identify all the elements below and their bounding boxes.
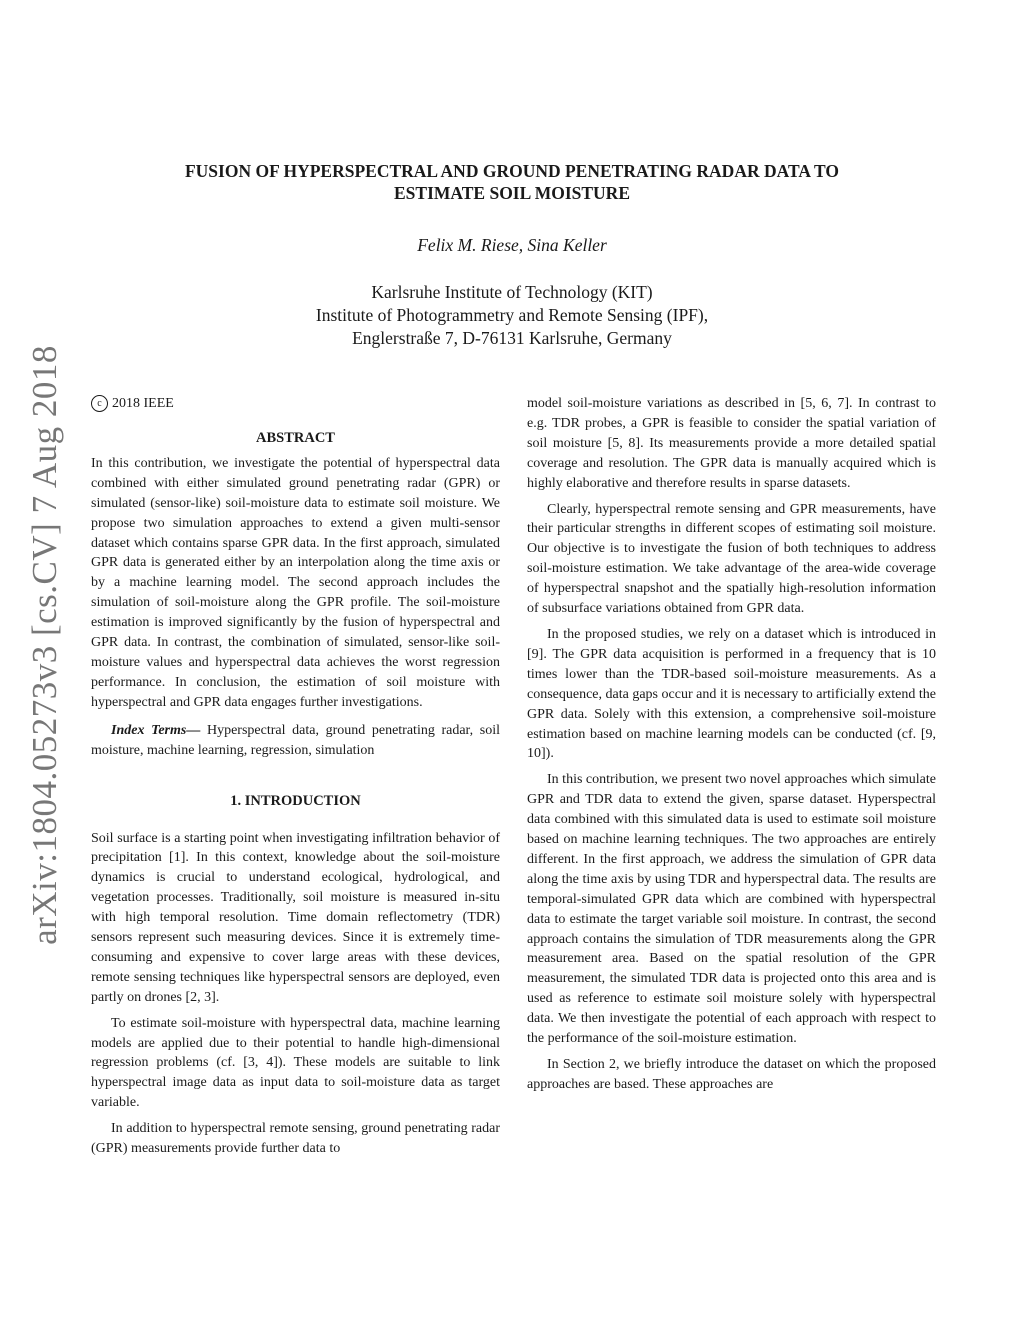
index-terms-label: Index Terms—	[111, 722, 201, 738]
intro-paragraph-1: Soil surface is a starting point when investigating infiltration behavior of precipitation [1]. In this context, knowledge about the soil-moisture dynamics is crucial to understand ecological, hydrological, and vegetation processes. Traditionally, soil moisture is measured in-situ with high temporal resolution. Time domain reflectometry (TDR) sensors represent such measuring devices. Since it is extremely time-consuming and expensive to cover large areas with these devices, remote sensing techniques like hyperspectral sensors are deployed, even partly on drones [2, 3].	[91, 830, 500, 1005]
affiliation-line-1: Karlsruhe Institute of Technology (KIT)	[371, 282, 653, 302]
right-paragraph-5: In Section 2, we briefly introduce the dataset on which the proposed approaches are based. These approaches are	[527, 1057, 936, 1092]
affiliation	[0, 281, 1024, 350]
intro-paragraph-3: In addition to hyperspectral remote sensing, ground penetrating radar (GPR) measurements provide further data to	[91, 1121, 500, 1157]
index-terms-text: Hyperspectral data, ground penetrating radar, soil moisture, machine learning, regression, simulation	[91, 722, 501, 758]
right-paragraph-4: In this contribution, we present two novel approaches which simulate GPR and TDR data to extend the given, sparse dataset. Hyperspectral data combined with this simulated data is used to estimate soil moisture based on machine learning techniques. The two approaches are entirely different. In the first approach, we address the simulation of GPR data along the time axis by using TDR and hyperspectral data. The results are temporal-simulated GPR data which are combined with hyperspectral data to estimate the target variable soil moisture. In contrast, the second approach contains the simulation of TDR measurements along the GPR measurement area. Based on the spatial resolution of the GPR measurement, the simulated TDR data is projected onto this area and is used as reference to estimate soil moisture solely with hyperspectral data. We then investigate the potential of each approach with respect to the performance of the soil-moisture estimation.	[527, 772, 936, 1047]
paper-header	[0, 160, 1024, 350]
introduction-heading: 1. INTRODUCTION	[230, 792, 361, 809]
copyright-text: 2018 IEEE	[112, 396, 174, 411]
title-line-2: ESTIMATE SOIL MOISTURE	[394, 183, 630, 203]
copyright-icon: c	[91, 395, 108, 412]
affiliation-line-2: Institute of Photogrammetry and Remote Sensing (IPF),	[315, 305, 709, 325]
left-column	[91, 394, 500, 1159]
arxiv-identifier: arXiv:1804.05273v3 [cs.CV] 7 Aug 2018	[25, 345, 64, 945]
index-terms	[91, 721, 500, 761]
title-line-1: FUSION OF HYPERSPECTRAL AND GROUND PENETRATING RADAR DATA TO	[184, 161, 840, 181]
affiliation-line-3: Englerstraße 7, D-76131 Karlsruhe, Germany	[352, 328, 672, 348]
authors: Felix M. Riese, Sina Keller	[417, 235, 607, 255]
right-paragraph-1: model soil-moisture variations as described in [5, 6, 7]. In contrast to e.g. TDR probes, a GPR is feasible to consider the spatial variation of soil moisture [5, 8]. Its measurements provide a more detailed spatial coverage and resolution. The GPR data is manually acquired which is highly elaborative and therefore results in sparse datasets.	[527, 396, 936, 491]
abstract-text: In this contribution, we investigate the potential of hyperspectral data combined with either simulated ground penetrating radar (GPR) or simulated (sensor-like) soil-moisture data to estimate soil moisture. We propose two simulation approaches to extend a given multi-sensor dataset which contains sparse GPR data. In the first approach, simulated GPR data is generated either by an interpolation along the time axis or by a machine learning model. The second approach includes the simulation of soil-moisture along the GPR profile. The soil-moisture estimation is improved significantly by the fusion of hyperspectral and GPR data. In contrast, the combination of simulated, sensor-like soil-moisture values and hyperspectral data achieves the worst regression performance. In conclusion, the estimation of soil moisture with hyperspectral and GPR data engages further investigations.	[91, 455, 500, 710]
intro-paragraph-2: To estimate soil-moisture with hyperspectral data, machine learning models are applied due to their potential to handle high-dimensional regression problems (cf. [3, 4]). These models are suitable to link hyperspectral image data as input data to soil-moisture data as target variable.	[91, 1015, 500, 1111]
right-paragraph-2: Clearly, hyperspectral remote sensing and GPR measurements, have their particular strengths in different scopes of estimating soil moisture. Our objective is to investigate the fusion of both techniques to address soil-moisture estimation. We take advantage of the area-wide coverage of hyperspectral snapshot and the spatially high-resolution information of subsurface variations obtained from GPR data.	[527, 501, 936, 617]
paper-title	[0, 160, 1024, 204]
abstract-heading: ABSTRACT	[256, 429, 335, 446]
copyright-notice	[91, 394, 500, 414]
right-paragraph-3: In the proposed studies, we rely on a dataset which is introduced in [9]. The GPR data acquisition is performed in a frequency that is 10 times lower than the TDR-based soil-moisture measurements. As a consequence, data gaps occur and it is necessary to artificially extend the GPR data. Solely with this extension, a comprehensive soil-moisture estimation based on machine learning models can be conducted (cf. [9, 10]).	[527, 626, 936, 762]
right-column	[527, 394, 936, 1095]
